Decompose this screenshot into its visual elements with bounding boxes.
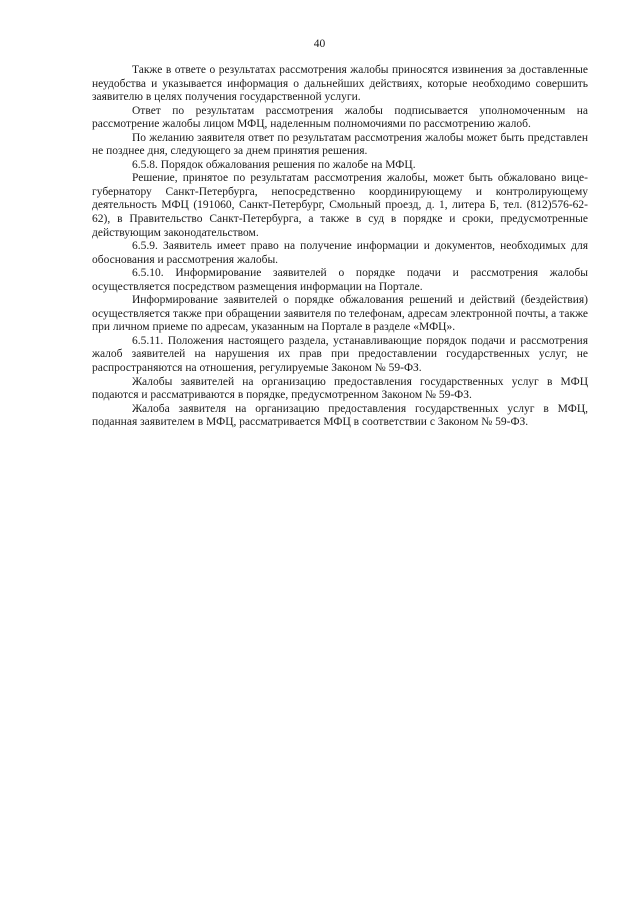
document-body	[92, 64, 588, 430]
paragraph-response-signing: Ответ по результатам рассмотрения жалобы подписывается уполномоченным на рассмотрение жалобы лицом МФЦ, наделенным полномочиями по рассмотрению жалоб.	[92, 104, 588, 131]
paragraph-complaint-consideration: Жалоба заявителя на организацию предоставления государственных услуг в МФЦ, поданная заявителем в МФЦ, рассматривается МФЦ в соответствии с Законом № 59-ФЗ.	[92, 402, 588, 429]
paragraph-response-timing: По желанию заявителя ответ по результатам рассмотрения жалобы может быть представлен не позднее дня, следующего за днем принятия решения.	[92, 131, 588, 158]
paragraph-section-6-5-10: 6.5.10. Информирование заявителей о порядке подачи и рассмотрения жалобы осуществляется посредством размещения информации на Портале.	[92, 267, 588, 293]
paragraph-section-6-5-8: 6.5.8. Порядок обжалования решения по жалобе на МФЦ.	[132, 158, 416, 171]
paragraph-apology: Также в ответе о результатах рассмотрения жалобы приносятся извинения за доставленные неудобства и указывается информация о дальнейших действиях, которые необходимо совершить заявителю в целях получения государственной услуги.	[92, 64, 588, 104]
paragraph-section-6-5-9: 6.5.9. Заявитель имеет право на получение информации и документов, необходимых для обоснования и рассмотрения жалобы.	[92, 240, 588, 266]
paragraph-informing-applicants: Информирование заявителей о порядке обжалования решений и действий (бездействия) осуществляется также при обращении заявителя по телефонам, адресам электронной почты, а также при личном приеме по адресам, указанным на Портале в разделе «МФЦ».	[92, 294, 588, 334]
paragraph-complaints-mfc: Жалобы заявителей на организацию предоставления государственных услуг в МФЦ подаются и рассматриваются в порядке, предусмотренном Законом № 59-ФЗ.	[92, 375, 588, 402]
paragraph-appeal-procedure: Решение, принятое по результатам рассмотрения жалобы, может быть обжаловано вице-губернатору Санкт-Петербурга, непосредственно координирующему и контролирующему деятельность МФЦ (191060, Санкт-Петербург, Смольный проезд, д. 1, литера Б, тел. (812)576-62-62), в Правительство Санкт-Петербурга, а также в суд в порядке и сроки, предусмотренные действующим законодательством.	[92, 172, 588, 239]
paragraph-section-6-5-11: 6.5.11. Положения настоящего раздела, устанавливающие порядок подачи и рассмотрения жалоб заявителей на нарушения их прав при предоставлении государственных услуг, не распространяются на отношения, регулируемые Законом № 59-ФЗ.	[92, 334, 588, 375]
page-number: 40	[313, 38, 326, 50]
